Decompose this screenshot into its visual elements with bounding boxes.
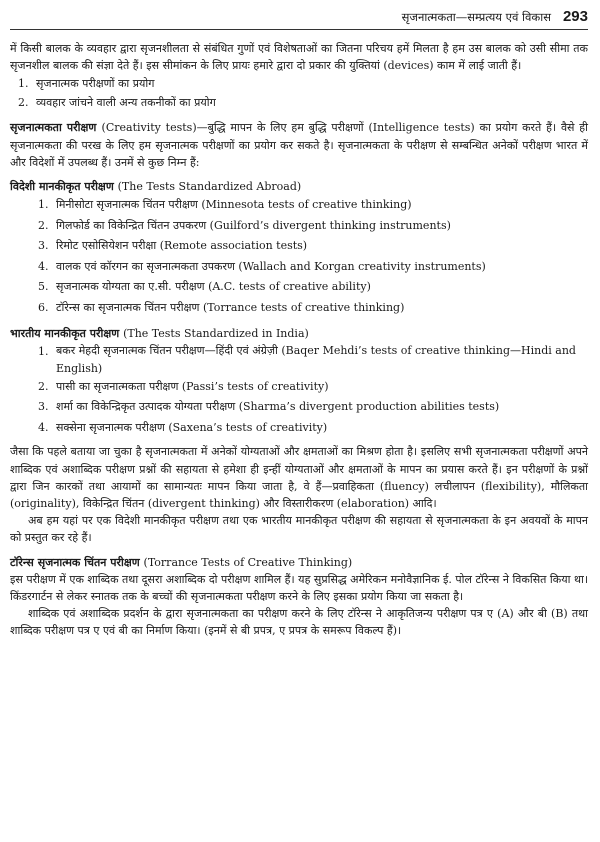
list-number: 2. <box>38 379 49 393</box>
list-text: टॉरेन्स का सृजनात्मक चिंतन परीक्षण (Torrance tests of creative thinking) <box>56 300 405 314</box>
abroad-tests-list <box>38 195 588 318</box>
list-number: 3. <box>38 400 49 414</box>
india-tests-list <box>38 342 588 438</box>
list-number: 1. <box>38 345 49 359</box>
torrance-paragraph-2: शाब्दिक एवं अशाब्दिक प्रदर्शन के द्वारा सृजनात्मकता का परीक्षण करने के लिए टॉरेन्स ने आकृतिजन्य परीक्षण पत्र ए (A) और बी (B) तथा शाब्दिक परीक्षण पत्र ए एवं बी का निर्माण किया। (इनमें से बी प्रपत्र, ए प्रपत्र के समरूप विकल्प हैं)। <box>10 607 588 638</box>
list-number: 5. <box>38 280 49 294</box>
list-item <box>38 298 588 319</box>
list-number: 2. <box>38 218 49 232</box>
section-heading-en: (Creativity tests) <box>101 121 197 135</box>
list-number: 1. <box>38 198 49 212</box>
page-content <box>10 30 588 640</box>
list-number: 4. <box>38 420 49 434</box>
list-text: गिलफोर्ड का विकेन्द्रित चिंतन उपकरण (Guilford’s divergent thinking instruments) <box>56 218 451 232</box>
list-item <box>18 93 588 112</box>
list-text: पासी का सृजनात्मकता परीक्षण (Passi’s tests of creativity) <box>56 379 329 393</box>
section-heading-en: (The Tests Standardized in India) <box>123 327 309 341</box>
torrance-heading <box>10 554 588 571</box>
section-heading: भारतीय मानकीकृत परीक्षण <box>10 327 120 341</box>
section-heading: टॉरेन्स सृजनात्मक चिंतन परीक्षण <box>10 555 140 569</box>
list-number: 2. <box>18 96 29 110</box>
section-heading-en: (The Tests Standardized Abroad) <box>117 180 302 194</box>
running-title: सृजनात्मकता—सम्प्रत्यय एवं विकास <box>401 10 551 24</box>
section-heading-en: (Torrance Tests of Creative Thinking) <box>143 555 353 569</box>
list-text: सृजनात्मक योग्यता का ए.सी. परीक्षण (A.C. tests of creative ability) <box>56 280 371 294</box>
list-text: बकर मेहदी सृजनात्मक चिंतन परीक्षण—हिंदी एवं अंग्रेज़ी (Baqer Mehdi’s tests of creative thinking—Hindi and English) <box>56 344 576 375</box>
list-number: 4. <box>38 259 49 273</box>
section-heading: विदेशी मानकीकृत परीक्षण <box>10 180 114 194</box>
list-item <box>38 377 588 398</box>
intro-paragraph: में किसी बालक के व्यवहार द्वारा सृजनशीलता से संबंधित गुणों एवं विशेषताओं का जितना परिचय हमें मिलता है हम उस बालक को उसी सीमा तक सृजनशील बालक की संज्ञा देते हैं। इस सीमांकन के लिए प्रायः हमारे द्वारा दो प्रकार की युक्तियां (devices) काम में लाई जाती हैं। <box>10 42 588 73</box>
list-item <box>38 277 588 298</box>
torrance-paragraph-1: इस परीक्षण में एक शाब्दिक तथा दूसरा अशाब्दिक दो परीक्षण शामिल हैं। यह सुप्रसिद्ध अमेरिकन मनोवैज्ञानिक ई. पोल टॉरेन्स ने विकसित किया था। किंडरगार्टन से लेकर स्नातक तक के बच्चों की सृजनात्मकता परीक्षण करने के लिए इसका प्रयोग किया जा सकता है। <box>10 572 588 603</box>
intro-list <box>18 74 588 112</box>
list-text: वालक एवं कॉरगन का सृजनात्मकता उपकरण (Wallach and Korgan creativity instruments) <box>56 259 486 273</box>
page-header <box>10 8 588 30</box>
next-paragraph: अब हम यहां पर एक विदेशी मानकीकृत परीक्षण तथा एक भारतीय मानकीकृत परीक्षण की सहायता से सृजनात्मकता के इन अवयवों के मापन को प्रस्तुत कर रहे हैं। <box>10 514 588 545</box>
list-item <box>38 236 588 257</box>
list-item <box>38 418 588 439</box>
creativity-tests-paragraph <box>10 119 588 171</box>
list-item <box>38 397 588 418</box>
section-text: —बुद्धि मापन के लिए हम बुद्धि परीक्षणों (Intelligence tests) का प्रयोग करते हैं। वैसे ही सृजनात्मकता की परख के लिए हम सृजनात्मक परीक्षणों का प्रयोग कर सकते है। सृजनात्मकता के परीक्षण से सम्बन्धित अनेकों परीक्षण भारत में और विदेशों में उपलब्ध हैं। उनमें से कुछ निम्न हैं: <box>10 121 588 169</box>
list-item <box>38 257 588 278</box>
list-item <box>38 342 588 376</box>
page-number: 293 <box>562 8 588 25</box>
list-text: शर्मा का विकेन्द्रिकृत उत्पादक योग्यता परीक्षण (Sharma’s divergent production abilities tests) <box>56 400 500 414</box>
list-text: सक्सेना सृजनात्मक परीक्षण (Saxena’s tests of creativity) <box>56 420 328 434</box>
section-heading: सृजनात्मकता परीक्षण <box>10 121 97 135</box>
list-text: मिनीसोटा सृजनात्मक चिंतन परीक्षण (Minnesota tests of creative thinking) <box>56 198 412 212</box>
india-heading <box>10 325 588 342</box>
list-item <box>38 216 588 237</box>
abroad-heading <box>10 178 588 195</box>
list-item <box>38 195 588 216</box>
list-text: व्यवहार जांचने वाली अन्य तकनीकों का प्रयोग <box>36 96 216 110</box>
list-number: 6. <box>38 300 49 314</box>
list-item <box>18 74 588 93</box>
list-number: 1. <box>18 77 29 91</box>
list-text: सृजनात्मक परीक्षणों का प्रयोग <box>36 77 155 91</box>
mix-paragraph: जैसा कि पहले बताया जा चुका है सृजनात्मकता में अनेकों योग्यताओं और क्षमताओं का मिश्रण होता है। इसलिए सभी सृजनात्मकता परीक्षणों अपने शाब्दिक एवं अशाब्दिक परीक्षण प्रश्नों की सहायता से हमेशा ही इन्हीं योग्यताओं और क्षमताओं के मापन का प्रयास करते हैं। इन परीक्षणों के प्रश्नों द्वारा जिन कारकों तथा आयामों का सामान्यतः मापन किया जाता है, वे हैं—प्रवाहिकता (fluency) लचीलापन (flexibility), मौलिकता (originality), विकेन्द्रित चिंतन (divergent thinking) और विस्तारीकरण (elaboration) आदि। <box>10 445 588 510</box>
list-text: रिमोट एसोसियेशन परीक्षा (Remote association tests) <box>56 239 308 253</box>
list-number: 3. <box>38 239 49 253</box>
